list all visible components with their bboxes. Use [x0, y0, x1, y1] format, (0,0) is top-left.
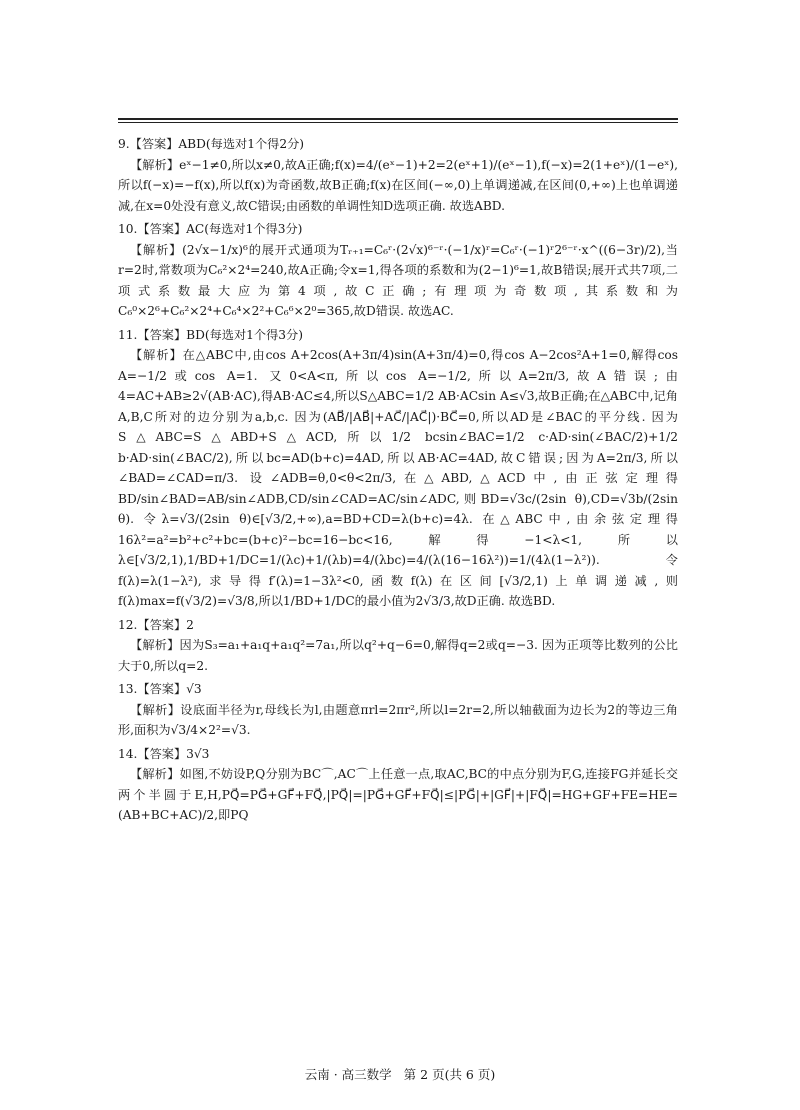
analysis-text: 【解析】(2√x−1/x)⁶的展开式通项为Tᵣ₊₁=C₆ʳ·(2√x)⁶⁻ʳ·(−1/x)ʳ=C₆ʳ·(−1)ʳ2⁶⁻ʳ·x^((6−3r)/2),当r=2时,常数项为C₆²×2⁴=240,故A正确;令x=1,得各项的系数和为(2−1)⁶=1,故B错误;展开式共7项,二项式系数最大应为第4项,故C正确;有理项为奇数项,其系数和为C₆⁰×2⁶+C₆²×2⁴+C₆⁴×2²+C₆⁶×2⁰=365,故D错误. 故选AC.: [118, 242, 678, 318]
solutions-content: [118, 134, 678, 829]
question-9: [118, 134, 678, 216]
question-14: [118, 744, 678, 826]
question-13: [118, 679, 678, 741]
analysis-text: 【解析】设底面半径为r,母线长为l,由题意πrl=2πr²,所以l=2r=2,所以轴截面为边长为2的等边三角形,面积为√3/4×2²=√3.: [118, 702, 678, 737]
page-footer: [0, 1065, 800, 1083]
header-rule-thin: [118, 122, 678, 123]
footer-page-number: 第 2 页(共 6 页): [403, 1067, 496, 1082]
analysis-text: 【解析】在△ABC中,由cos A+2cos(A+3π/4)sin(A+3π/4)=0,得cos A−2cos²A+1=0,解得cos A=−1/2或cos A=1. 又0<A<π,所以cos A=−1/2,所以A=2π/3,故A错误;由4=AC+AB≥2√(AB·AC),得AB·AC≤4,所以S△ABC=1/2 AB·ACsin A≤√3,故B正确;在△ABC中,记角A,B,C所对的边分别为a,b,c. 因为(AB⃗/|AB⃗|+AC⃗/|AC⃗|)·BC⃗=0,所以AD是∠BAC的平分线. 因为S△ABC=S△ABD+S△ACD,所以1/2 bcsin∠BAC=1/2 c·AD·sin(∠BAC/2)+1/2 b·AD·sin(∠BAC/2),所以bc=AD(b+c)=4AD,所以AB·AC=4AD,故C错误;因为A=2π/3,所以∠BAD=∠CAD=π/3. 设∠ADB=θ,0<θ<2π/3,在△ABD,△ACD中,由正弦定理得BD/sin∠BAD=AB/sin∠ADB,CD/sin∠CAD=AC/sin∠ADC,则BD=√3c/(2sin θ),CD=√3b/(2sin θ). 令λ=√3/(2sin θ)∈[√3/2,+∞),a=BD+CD=λ(b+c)=4λ. 在△ABC中,由余弦定理得16λ²=a²=b²+c²+bc=(b+c)²−bc=16−bc<16,解得−1<λ<1,所以λ∈[√3/2,1),1/BD+1/DC=1/(λc)+1/(λb)=4/(λbc)=4/(λ(16−16λ²))=1/(4λ(1−λ²)). 令f(λ)=λ(1−λ²),求导得f′(λ)=1−3λ²<0,函数f(λ)在区间[√3/2,1)上单调递减,则f(λ)max=f(√3/2)=√3/8,所以1/BD+1/DC的最小值为2√3/3,故D正确. 故选BD.: [118, 348, 678, 608]
question-10: [118, 219, 678, 322]
footer-region: 云南 · 高三数学: [304, 1067, 392, 1082]
answer-line: 14.【答案】3√3: [118, 746, 210, 761]
answer-line: 10.【答案】AC(每选对1个得3分): [118, 222, 303, 236]
question-11: [118, 325, 678, 612]
answer-line: 11.【答案】BD(每选对1个得3分): [118, 327, 304, 342]
analysis-text: 【解析】如图,不妨设P,Q分别为BC⌒,AC⌒上任意一点,取AC,BC的中点分别为F,G,连接FG并延长交两个半圆于E,H,PQ⃗=PG⃗+GF⃗+FQ⃗,|PQ⃗|=|PG⃗+GF⃗+FQ⃗|≤|PG⃗|+|GF⃗|+|FQ⃗|=HG+GF+FE=HE=(AB+BC+AC)/2,即PQ: [118, 767, 678, 822]
header-rule: [118, 118, 678, 120]
answer-line: 13.【答案】√3: [118, 682, 202, 696]
question-12: [118, 615, 678, 677]
analysis-text: 【解析】eˣ−1≠0,所以x≠0,故A正确;f(x)=4/(eˣ−1)+2=2(eˣ+1)/(eˣ−1),f(−x)=2(1+eˣ)/(1−eˣ),所以f(−x)=−f(x),所以f(x)为奇函数,故B正确;f(x)在区间(−∞,0)上单调递减,在区间(0,+∞)上也单调递减,在x=0处没有意义,故C错误;由函数的单调性知D选项正确. 故选ABD.: [118, 157, 678, 213]
answer-line: 9.【答案】ABD(每选对1个得2分): [118, 137, 305, 151]
analysis-text: 【解析】因为S₃=a₁+a₁q+a₁q²=7a₁,所以q²+q−6=0,解得q=2或q=−3. 因为正项等比数列的公比大于0,所以q=2.: [118, 638, 678, 673]
answer-line: 12.【答案】2: [118, 617, 194, 632]
